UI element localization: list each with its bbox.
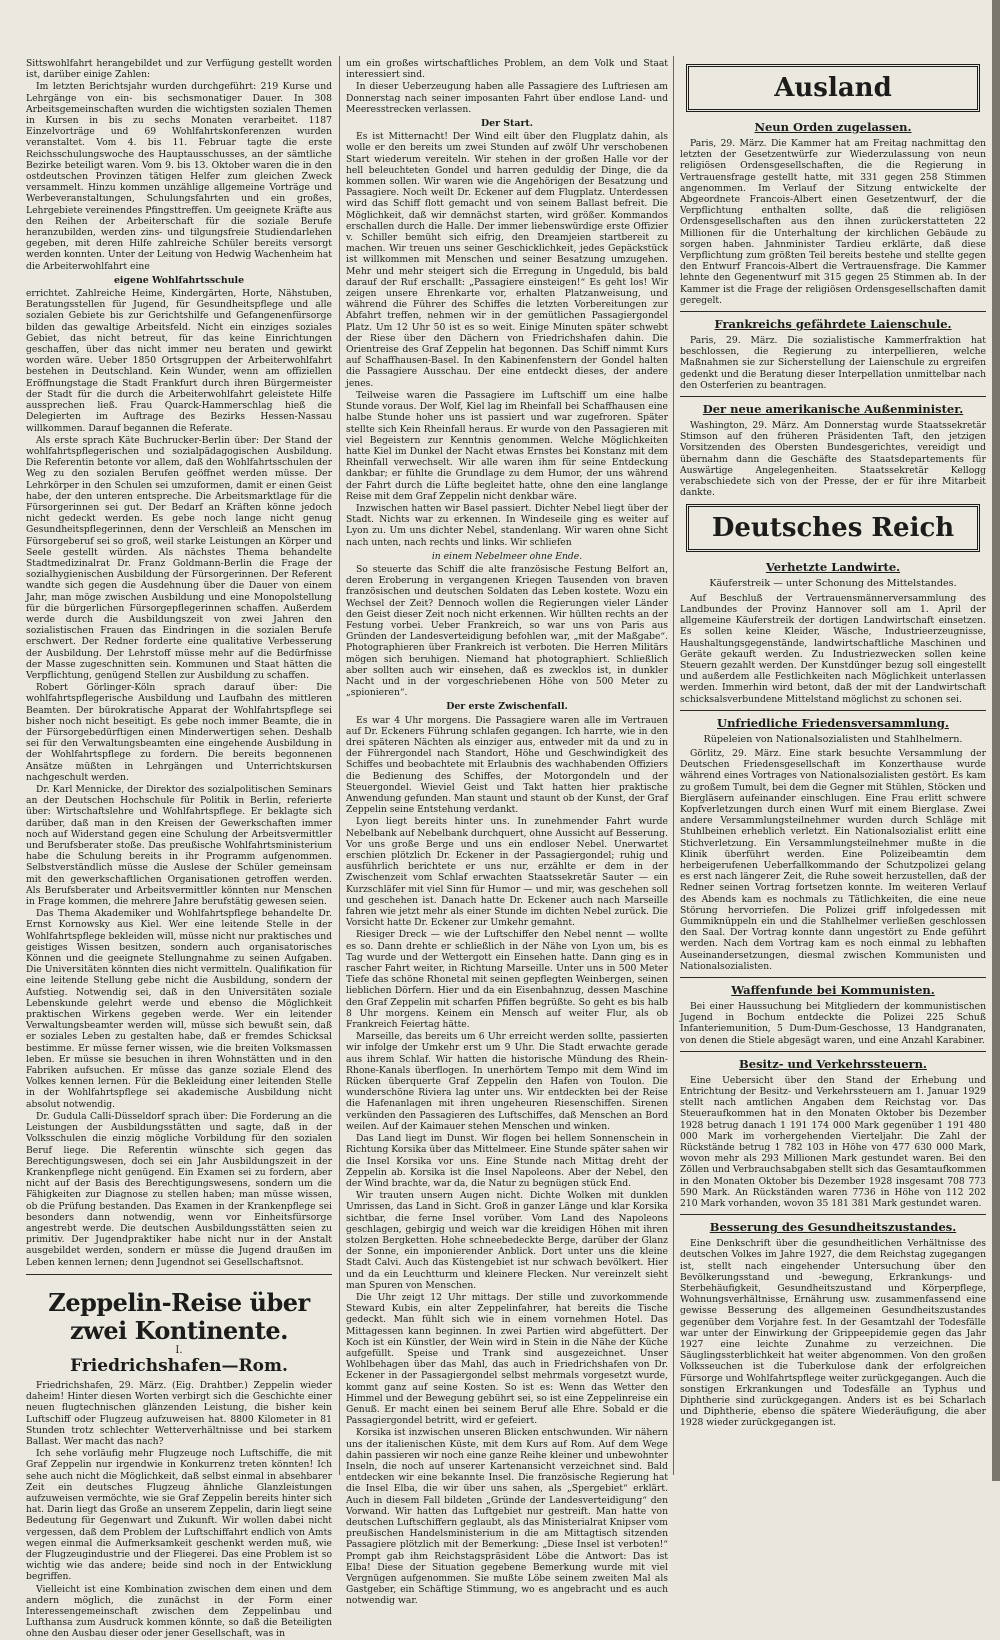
article-subtitle: Friedrichshafen—Rom. [70, 1355, 288, 1376]
paragraph: Wir trauten unsern Augen nicht. Dichte Wolken mit dunklen Umrissen, das Land in Sicht. Groß in ganzer Länge und klar Korsika sichtbar, die ferne Insel vorüber. Vom Land des Napoleons geschlagen, gebirgig und weich war die kreidigen Höhen mit ihren stolzen Bergketten. Hohe schneebedeckte Berge, darüber der Glanz der Sonne, ein imponierender Anblick. Dort unter uns die kleine Stadt Calvi. Auch das Küstengebiet ist nur schwach bevölkert. Hier und da ein Leuchtturm und kleinere Flecken. Nur vereinzelt sieht man Spuren von Menschen. [346, 1190, 668, 1291]
article-headline: Besitz- und Verkehrssteuern. [739, 1056, 927, 1071]
paragraph: Marseille, das bereits um 6 Uhr erreicht werden sollte, passierten wir infolge der Umkehr erst um 9 Uhr. Die Stadt erwachte gerade aus ihrem Schlaf. Wir hatten die historische Mündung des Rhein-Rhone-Kanals überflogen. In unerhörtem Tempo mit dem Wind im Rücken überquerte Graf Zeppelin den Hafen von Toulon. Die wunderschöne Riviera lag unter uns. Wir entdeckten bei der Reise die Hafenanlagen mit ihren ungeheuren Riesenschiffen. Sirenen verkünden den Passagieren des Luftschiffes, daß Menschen an Bord weilen. Auf der Kaimauer stehen Menschen und winken. [346, 1031, 668, 1132]
paragraph: Vielleicht ist eine Kombination zwischen dem einen und dem andern möglich, die zunächst in der Form einer Interessengemeinschaft zwischen dem Zeppelinbau und Lufthansa zum Ausdruck kommen könnte, so daß die Beteiligten ohne den Ausbau dieser oder jener Gesellschaft, was in [26, 1583, 332, 1640]
article-headline: Besserung des Gesundheitszustandes. [709, 1220, 957, 1235]
paragraph: Bei einer Haussuchung bei Mitgliedern der kommunistischen Jugend in Bochum entdeckte die Polizei 225 Schuß Infanteriemunition, 5 Dum-Dum-Geschosse, 13 Handgranaten, von denen die Stiele abgesägt waren, und eine Anzahl Karabiner. [680, 1000, 986, 1046]
paragraph: Es ist Mitternacht! Der Wind eilt über den Flugplatz dahin, als wolle er den bereits um zwei Stunden auf zwölf Uhr verschobenen Start wiederum vereiteln. Wir stehen in der großen Halle vor der hell beleuchteten Gondel und harren geduldig der Dinge, die da kommen sollen. Wir waren wie die Angehörigen der Besatzung und Passagiere. Noch weilt Dr. Eckener auf dem Flugplatz. Unterdessen wird das Schiff flott gemacht und von seinem Ballast befreit. Die Möglichkeit, daß wir demnächst starten, wird größer. Kommandos erschallen durch die Halle. Der immer liebenswürdige erste Offizier v. Schiller bemüht sich eifrig, den Dreamjeien startbereit zu machen. Wir treuen uns seiner Geschicklichkeit, jedes Gepäckstück ist willkommen mit Menschen und seiner Besatzung umzugehen. Mehr und mehr steigert sich die Erregung in Ungeduld, bis bald darauf der Ruf erschallt: „Passagiere einsteigen!“ Es geht los! Wir zeigen unsere Ehrenkarte vor, erhalten Platzanweisung, und während die Führer des Schiffes die letzten Vorbereitungen zur Abfahrt treffen, nehmen wir in der gemütlichen Passagiergondel Platz. Um 12 Uhr 50 ist es so weit. Einige Minuten später schwebt der Riese über den Dächern von Friedrichshafen dahin. Die Orientreise des Graf Zeppelin hat begonnen. Das Schiff nimmt Kurs auf Schaffhausen-Basel. In den Kabinenfenstern der Gondel halten die Passagiere Ausschau. Der eine entdeckt dieses, der andere jenes. [346, 131, 668, 389]
paragraph: Dr. Gudula Calli-Düsseldorf sprach über: Die Forderung an die Leistungen der Ausbildungsstätten und sagte, daß in der Volksschulen die einzig mögliche Vorbildung für den sozialen Beruf liege. Die Referentin wünschte sich gegen das Berechtigungswesen, doch sei ein Jahr Ausbildungszeit in der Krankenpflege nicht genügend. Ein Examen sei zu fordern, aber nicht auf der Basis des Berechtigungswesens, sondern um die Fähigkeiten zur Diagnose zu stellen haben; man müsse wissen, ob die Prüfung bestanden. Das Examen in der Krankenpflege sei besonders dann notwendig, wenn vor Einheitsfürsorge angestrebt werde. Die deutschen Ausbildungsstätten seien zu primitiv. Der Jugendpraktiker habe nicht nur in der Anstalt ausgebildet werden, sondern er müsse die Jugend draußen im Leben kennen lernen; denn Jugendnot sei Gesellschaftsnot. [26, 1110, 332, 1268]
paragraph: Das Land liegt im Dunst. Wir flogen bei hellem Sonnenschein in Richtung Korsika über das Mittelmeer. Eine Stunde später sahen wir die Insel Korsika vor uns. Eine Stunde nach Mittag dreht der Zeppelin ab. Korsika ist die Insel Napoleons. Aber der Nebel, den der Wind brachte, war da, die Natur zu begnügen stück End. [346, 1133, 668, 1189]
paragraph: errichtet. Zahlreiche Heime, Kindergärten, Horte, Nähstuben, Beratungsstellen für Jugend, für Gesundheitspflege und alle sozialen Gebiete bis zur Gerichtshilfe und Gefangenenfürsorge bilden das gewaltige Arbeitsfeld. Nicht ein einziges soziales Gebiet, das nicht betreut, für das keine Einrichtungen geschaffen, über das nicht immer neu beraten und gewirkt worden wäre. Ueber 1850 Ortsgruppen der Arbeiterwohlfahrt bestehen in Deutschland. Kein Wunder, wenn am offiziellen Eröffnungstage die Stadt Frankfurt durch ihren Bürgermeister der Stadt für die durch die Arbeiterwohlfahrt geleistete Hilfe aussprechen ließ. Frau Quarck-Hammerschlag hieß die Delegierten im Auftrage des Bezirks Hessen-Nassau willkommen. Darauf begannen die Referate. [26, 288, 332, 434]
section-heading-deutsches-reich: Deutsches Reich [686, 504, 980, 552]
article-headline: Verhetzte Landwirte. [765, 560, 901, 575]
subheading: Der Start. [480, 118, 533, 130]
paragraph: Das Thema Akademiker und Wohlfahrtspflege behandelte Dr. Ernst Kornowsky aus Kiel. Wer eine leitende Stelle in der Wohlfahrtspflege bekleiden will, müsse nicht nur praktisches und geistiges Wissen besitzen, sondern auch organisatorisches Können und die geeignete Stellungnahme zu seinen Aufgaben. Die Universitäten könnten dies nicht vermitteln. Qualifikation für eine leitende Stellung gebe nicht die Ausbildung, sondern der Aufstieg. Notwendig sei, daß in den Universitäten soziale Lebenskunde gelehrt werde und ebenso die Möglichkeit praktischen Wirkens gegeben werde. Wer ein leitender Verwaltungsbeamter werden will, müsse sich bewußt sein, daß er soziales Leben zu gestalten habe, daß er fremdes Schicksal bestimme. Er müsse ferner wissen, wie die breiten Volksmassen leben. Er müsse sie besuchen in ihren Wohnstätten und in den Fabriken aufsuchen. Er müsse das ganze soziale Elend des Volkes kennen lernen. Für die Bekleidung einer leitenden Stelle in der Wohlfahrtspflege sei akademische Ausbildung nicht absolut notwendig. [26, 908, 332, 1110]
column-left [26, 58, 332, 1640]
paragraph: Washington, 29. März. Am Donnerstag wurde Staatssekretär Stimson auf den früheren Präsidenten Taft, den jetzigen Vorsitzenden des Obersten Bundesgerichtes, vereidigt und übernahm dann die Geschäfte des Staatsdepartements für Auswärtige Angelegenheiten. Staatssekretär Kellogg verabschiedete sich von der Presse, der er für ihre Mitarbeit dankte. [680, 420, 986, 499]
paragraph: Paris, 29. März. Die sozialistische Kammerfraktion hat beschlossen, die Regierung zu interpellieren, welche Maßnahmen sie zur Sicherstellung der Laienschule zu ergreifen gedenkt und die Beratung dieser Interpellation unmittelbar nach den Osterferien zu beantragen. [680, 335, 986, 391]
article-headline: Der neue amerikanische Außenminister. [702, 402, 964, 417]
subheading: eigene Wohlfahrtsschule [113, 274, 245, 286]
paragraph: Auf Beschluß der Vertrauensmännerversammlung des Landbundes der Provinz Hannover soll am 1. April der allgemeine Käuferstreik der dortigen Landwirtschaft einsetzen. Es sollen keine Kleider, Wäsche, Industrieerzeugnisse, Haushaltungsgegenstände, landwirtschaftliche Maschinen und Geräte gekauft werden. Zu Industriezwecken sollen keine Steuern gezahlt werden. Der Kunstdünger bezug soll eingestellt und außerdem alle Festlichkeiten nach Möglichkeit unterlassen werden. Immerhin wird betont, daß der mit der Landwirtschaft schicksalsverbundene Mittelstand möglichst zu schonen sei. [680, 592, 986, 705]
paragraph: Inzwischen hatten wir Basel passiert. Dichter Nebel liegt über der Stadt. Nichts war zu erkennen. In Windeseile ging es weiter auf Lyon zu. Um uns dichter Nebel, standenlang. Wir waren ohne Sicht nach unten, nach rechts und links. Wir schliefen [346, 502, 668, 548]
paragraph: Als erste sprach Käte Buchrucker-Berlin über: Der Stand der wohlfahrtspflegerischen und sozialpädagogischen Ausbildung. Die Referentin betonte vor allem, daß den Wohlfahrtsschulen der Weg zu den sozialen Berufen geöffnet werden müsse. Der Lehrkörper in den Schulen sei umzuformen, damit er einen Geist habe, der den unteren entspreche. Die Arbeitsmarktlage für die Fürsorgerinnen sei gut. Der Bedarf an Kräften könne jedoch nicht gedeckt werden. Es gebe noch lange nicht genug Gesundheitspflegerinnen, denn der Verschleiß an Menschen im Fürsorgeberuf sei so groß, weil starke Leistungen an Körper und Seele gestellt würden. Als nächstes Thema behandelte Stadtmedizinalrat Dr. Franz Goldmann-Berlin die Frage der sozialhygienischen Ausbildung der Fürsorgerinnen. Der Referent wandte sich gegen die Ausdehnung über die Dauer von einem Jahr, man möge zwischen Ausbildung und eine Monopolstellung für die bürgerlichen Fürsorgepflegerinnen schaffen. Außerdem werde durch die Ausbildungszeit von zwei Jahren den sozialistischen Frauen das Eindringen in die sozialen Berufe erschwert. Der Redner forderte eine qualitative Verbesserung der Ausbildung. Der Lehrstoff müsse mehr auf die Bedürfnisse der Masse zugeschnitten sein. Kommunen und Staat hätten die Verpflichtung, genügend Stellen zur Ausbildung zu schaffen. [26, 434, 332, 681]
paragraph: Teilweise waren die Passagiere im Luftschiff um eine halbe Stunde voraus. Der Wolf, Kiel lag im Rheinfall bei Schaffhausen eine halbe Stunde hoher uns ist passiert und war zugefroren. Später stellte sich Kein Rheinfall heraus. Er wurde von den Passagieren mit viel Begeistern zur Kenntnis genommen. Welche Möglichkeiten hatte Kiel im Dunkel der Nacht etwas Ernstes bei Konstanz mit dem Rheinfall verwechselt. Wir alle waren ihm für seine Entdeckung dankbar; er fühlte die Grundlage zu dem Humor, der uns während der Fahrt durch die Lüfte begleitet hatte, ohne den eine langlange Reise mit dem Graf Zeppelin nicht denkbar wäre. [346, 389, 668, 502]
paragraph: Riesiger Dreck — wie der Luftschiffer den Nebel nennt — wollte es so. Dann drehte er schließlich in der Nähe von Lyon um, bis es Tag wurde und der Wettergott ein Einsehen hatte. Dann ging es in rascher Fahrt weiter, in Richtung Marseille. Unter uns in 500 Meter Tiefe das schöne Rhonetal mit seinen gepflegten Weinbergen, seinen lieblichen Dörfern. Hier und da ein Eisenbahnzug, dessen Maschine den Graf Zeppelin mit scharfen Pfiffen begrüßte. So geht es bis halb 8 Uhr morgens. Keinem ein Mensch auf weiter Flur, als ob Frankreich Feiertag hätte. [346, 929, 668, 1031]
paragraph: Dr. Karl Mennicke, der Direktor des sozialpolitischen Seminars an der Deutschen Hochschule für Politik in Berlin, referierte über: Wirtschaftslehre und Wohlfahrtspflege. Er beklagte sich darüber, daß man in den Kreisen der Gewerkschaften immer noch auf Widerstand gegen eine Schulung der Arbeitsvermittler und Berufsberater stoße. Das preußische Wohlfahrtsministerium habe die Schulung bereits in ihr Programm aufgenommen. Selbstverständlich müsse die Auslese der Schüler gemeinsam mit den gewerkschaftlichen Organisationen getroffen werden. Als Berufsberater und Arbeitsvermittler könnten nur Menschen in Frage kommen, die mehrere Jahre berufstätig gewesen seien. [26, 784, 332, 908]
article-headline: Frankreichs gefährdete Laienschule. [714, 317, 952, 332]
article-divider [680, 311, 986, 312]
paragraph: Lyon liegt bereits hinter uns. In zunehmender Fahrt wurde Nebelbank auf Nebelbank durchquert, ohne Aussicht auf Besserung. Vor uns große Berge und uns ein endloser Nebel. Unerwartet erschien plötzlich Dr. Eckener in der Passagiergondel; ruhig und ausführlich berichtete er uns nur, erzählte er dem in der Zwischenzeit vom Schlaf erwachten Staatssekretär Sauter — ein Kurzschläfer mit viel Sinn für Humor — und mir, was geschehen soll und geschehen ist. Danach hatte Dr. Eckener auch nach Marseille fahren wie jetzt mehr als einer Stunde im dichten Nebel zurück. Die Vorsicht hatte Dr. Eckener zur Umkehr gemahnt. [346, 816, 668, 929]
section-divider [26, 1274, 332, 1275]
column-rule [339, 56, 340, 1475]
section-heading-ausland: Ausland [686, 64, 980, 112]
paragraph: So steuerte das Schiff die alte französische Festung Belfort an, deren Eroberung in vergangenen Kriegen Tausenden von braven französischen und deutschen Soldaten das Leben kostete. Wozu ein Wechsel der Zeit? Dennoch wollen die Regierungen vieler Länder den Geist dieser Zeit noch nicht erkennen. Wir hüllten rechts an der Festung vorbei. Ueber Frankreich, so war uns von Paris aus Gründen der Landesverteidigung befohlen war, „mit der Maßgabe“. Photographieren über Frankreich ist verboten. Die Herren Militärs mögen sich beruhigen. Niemand hat photographiert. Schließlich aber sollten auch wir einsehen, daß es zwecklos ist, in dunkler Nacht und in der vorgeschriebenen Höhe von 500 Meter zu „spionieren“. [346, 563, 668, 699]
article-divider [680, 1214, 986, 1215]
paragraph: um ein großes wirtschaftliches Problem, an dem Volk und Staat interessiert sind. [346, 58, 668, 81]
column-rule [673, 56, 674, 1475]
article-subheadline: Käuferstreik — unter Schonung des Mittelstandes. [709, 578, 957, 590]
paragraph: Eine Uebersicht über den Stand der Erhebung und Entrichtung der Besitz- und Verkehrssteuern am 1. Januar 1929 stellt nach amtlichen Angaben dem Reichstag vor. Das Steueraufkommen hat in den Monaten Oktober bis Dezember 1928 betrug danach 1 191 174 000 Mark gegenüber 1 191 480 000 Mark im vorhergehenden Vierteljahr. Die Zahl der Rückstände betrug 1 782 103 in Höhe von 477 630 000 Mark, wovon mehr als 293 Millionen Mark gestundet waren. Bei den Zöllen und Verbrauchsabgaben stellt sich das Gesamtaufkommen in den Monaten Oktober bis Dezember 1928 insgesamt 708 773 590 Mark. An Rückständen waren 7736 in Höhe von 112 202 210 Mark vorhanden, wovon 35 181 381 Mark gestundet waren. [680, 1074, 986, 1210]
article-subheadline: Rüpeleien von Nationalsozialisten und Stahlhelmern. [703, 733, 963, 745]
paragraph: Paris, 29. März. Die Kammer hat am Freitag nachmittag den letzten der Gesetzentwürfe zur Wiederzulassung von neun religiösen Ordensgesellschaften, die die Regierung in Vertrauensfrage gestellt hatte, mit 331 gegen 258 Stimmen angenommen. Im Verlauf der Sitzung entwickelte der Abgeordnete Francois-Albert einen Gesetzentwurf, der die Verpflichtung enthalten sollte, daß die religiösen Ordensgesellschaften aus den ihnen zurückerstatteten 22 Millionen für die Unterhaltung der kirchlichen Gebäude zu sorgen haben. Jahnminister Tardieu erklärte, daß diese Verpflichtung zum größten Teil bereits bestehe und stellte gegen den Entwurf Francois-Albert die Vertrauensfrage. Die Kammer lehnte den Gegenentwurf mit 315 gegen 25 Stimmen ab. In der Kammer ist die Frage der religiösen Ordensgesellschaften damit geregelt. [680, 138, 986, 306]
paragraph: Eine Denkschrift über die gesundheitlichen Verhältnisse des deutschen Volkes im Jahre 1927, die dem Reichstag zugegangen ist, stellt nach eingehender Untersuchung über den Bevölkerungsstand und -bewegung, Erkrankungs- und Sterbehäufigkeit, Gesundheitszustand und Körperpflege, Wohnungsverhältnisse, Ernährung usw. zusammenfassend eine gewisse Besserung des allgemeinen Gesundheitszustandes gegenüber dem Vorjahre fest. In der Gesamtzahl der Todesfälle war unter der Einwirkung der Grippeepidemie gegen das Jahr 1927 eine leichte Zunahme zu verzeichnen. Die Säuglingssterblichkeit hat weiter abgenommen. Von den großen Volksseuchen ist die Tuberkulose dank der erfolgreichen Fürsorge und Wohlfahrtspflege weiter zurückgegangen. Auch die sonstigen Erkrankungen und Todesfälle an Typhus und Diphtherie sind zurückgegangen. Anders ist es bei Scharlach und Diphtherie, ebenso die spätere Wiederäufigung, die aber 1928 wieder zurückgegangen ist. [680, 1238, 986, 1429]
article-divider [680, 396, 986, 397]
paragraph: Korsika ist inzwischen unseren Blicken entschwunden. Wir nähern uns der italienischen Küste, mit dem Kurs auf Rom. Auf dem Wege dahin passieren wir noch eine ganze Reihe kleiner und unbewohnter Inseln, die noch auf unserer Kartenansicht verzeichnet sind. Bald entdecken wir eine bekannte Insel. Die französische Regierung hat die Insel Elba, die wir über uns sahen, als „Spergebiet“ erklärt. Auch in diesem Fall bildeten „Gründe der Landesverteidigung“ den Vorwand. Wir hatten das Luftgebiet nur gestreift. Man hatte von deutschen Luftschiffern geglaubt, als das Ministerialrat Knipser vom preußischen Handelsministerium in die am Mittagtisch sitzenden Passagiere plötzlich mit der Bemerkung: „Diese Insel ist verboten!“ Prompt gab ihm Reichstagspräsident Löbe die Antwort: Das ist Elba! Diese der Situation gegebene Bemerkung wurde mit viel Vergnügen aufgenommen. Sie mußte Löbe seinem zweiten Mal als Gastgeber, ein Schäftige Stimmung, wo es angebracht und es auch notwendig war. [346, 1427, 668, 1607]
paragraph: Im letzten Berichtsjahr wurden durchgeführt: 219 Kurse und Lehrgänge von ein- bis sechsmonatiger Dauer. In 308 Arbeitsgemeinschaften wurden die wichtigsten sozialen Themen in Kursen in bis zu sechs Monaten verarbeitet. 1187 Einzelvorträge und 69 Wohlfahrtskonferenzen wurden veranstaltet. Vom 4. bis 11. Februar tagte die erste Reichsschulungswoche des Hauptausschusses, an der sämtliche Bezirke beteiligt waren. Vom 9. bis 13. Oktober waren die in den ostdeutschen Provinzen tätigen Helfer zum gleichen Zweck versammelt. Hinzu kommen unzählige allgemeine Vorträge und Werbeveranstaltungen, Schulungsfahrten und ein großes, Lehrgebiete vereinendes Pfingsttreffen. Um geeignete Kräfte aus den Reihen der Arbeiterschaft für die soziale Berufe heranzubilden, werden zins- und tilgungsfreie Studiendarlehen gegeben, mit deren Hilfe zahlreiche Schüler bereits versorgt werden konnten. Unter der Leitung von Hedwig Wachenheim hat die Arbeiterwohlfahrt eine [26, 81, 332, 272]
subheading: in einem Nebelmeer ohne Ende. [431, 550, 583, 562]
article-headline: Unfriedliche Friedensversammlung. [717, 715, 949, 730]
paragraph: Die Uhr zeigt 12 Uhr mittags. Der stille und zuvorkommende Steward Kubis, ein alter Zeppelinfahrer, hat bereits die Tische gedeckt. Man fühlt sich wie in einem vornehmen Hotel. Das Mittagessen kann beginnen. In zwei Partien wird abgefüttert. Der Koch ist ein Künstler, der Wein wird in Stein in die Nähe der Küche aufgefüllt. Speise und Trank sind ausgezeichnet. Unser Wohlbehagen über das Mahl, das auch in Friedrichshafen von Dr. Eckener in der Passagiergondel selbst mehrmals vorgesetzt wurde, kommt ganz auf seine Kosten. So ist es: Wenn das Wetter den Himmel und der Bewegung gebührt sei, so ist eine Zeppelinreise ein Genuß. Er macht einen bei seinem Beruf alle Ehre. Sobald er die Passagiergondel betritt, wird er gefeiert. [346, 1291, 668, 1427]
article-divider [680, 977, 986, 978]
paragraph: Sittswohlfahrt herangebildet und zur Verfügung gestellt worden ist, darüber einige Zahlen: [26, 58, 332, 81]
paragraph: Ich sehe vorläufig mehr Flugzeuge noch Luftschiffe, die mit Graf Zeppelin nur irgendwie in Konkurrenz treten könnten! Ich sehe auch nicht die Möglichkeit, daß selbst einmal in absehbarer Zeit ein deutsches Flugzeug ähnliche Glanzleistungen aufzuweisen vermöchte, wie sie Graf Zeppelin bereits hinter sich hat. Darin liegt das Große an unserem Zeppelin, darin liegt seine Bedeutung für Gegenwart und Zukunft. Wir wollen dabei nicht vergessen, daß dem Problem der Luftschiffahrt endlich von Amts wegen einmal die Aufmerksamkeit geschenkt werden muß, wie der Flugzeugindustrie und der Fliegerei. Das eine Problem ist so wichtig wie das andere; beide sind noch in der Entwicklung begriffen. [26, 1448, 332, 1583]
paragraph: In dieser Ueberzeugung haben alle Passagiere des Luftriesen am Donnerstag nach seiner imposanten Fahrt über endlose Land- und Meeresstrecken verlassen. [346, 81, 668, 115]
paragraph: Robert Görlinger-Köln sprach darauf über: Die wohlfahrtspflegerische Ausbildung und Laufbahn des mittleren Beamten. Der bürokratische Apparat der Wohlfahrtspflege sei bisher noch nicht beseitigt. Es gebe noch immer Beamte, die in der Fürsorgebedürftigen einen Minderwertigen sehen. Deshalb sei für den Verwaltungsbeamten eine eingehende Ausbildung in der Wohlfahrtspflege zu fordern. Die bereits begonnenen Ansätze müßten in Lehrgängen und Unterrichtskursen nachgeschult werden. [26, 682, 332, 783]
paragraph: Es war 4 Uhr morgens. Die Passagiere waren alle im Vertrauen auf Dr. Eckeners Führung schlafen gegangen. Ich harrte, wie in den drei späteren Nächten als einziger aus, entweder mit da und zu in der Führergondel nach Standort, Höhe und Geschwindigkeit des Schiffes und beobachtete mit Erlaubnis des wachhabenden Offiziers die Bedienung des Schiffes, der Motorgondeln und der Steuergondel. Wieviel Geist und Takt hatten hier praktische Anwendung gefunden. Man staunt und staunt ob der Kunst, der Graf Zeppelin seine Entstehung verdankt. [346, 714, 668, 816]
paragraph: Friedrichshafen, 29. März. (Eig. Drahtber.) Zeppelin wieder daheim! Hinter diesen Worten verbirgt sich die Geschichte einer neuen flugtechnischen glänzenden Leistung, die bisher kein Luftschiff oder Flugzeug aufzuweisen hat. 8800 Kilometer in 81 Stunden trotz schlechter Wetterverhältnisse und bei starkem Ballast. Wer macht das nach? [26, 1379, 332, 1447]
article-headline: Neun Orden zugelassen. [754, 120, 912, 134]
column-middle [346, 58, 668, 1607]
article-part-number: I. [175, 1344, 183, 1356]
column-right [680, 58, 986, 1470]
article-divider [680, 710, 986, 711]
page-edge-shadow [992, 0, 1000, 1481]
article-title: Zeppelin-Reise über zwei Kontinente. [48, 1287, 310, 1345]
paragraph: Görlitz, 29. März. Eine stark besuchte Versammlung der Deutschen Friedensgesellschaft im Konzerthause wurde während eines Vortrages von Nationalsozialisten gestört. Es kam zu großem Tumult, bei dem die Gegner mit Stühlen, Stöcken und Biergläsern aufeinander einschlugen. Eine Frau erlitt schwere Kopfverletzungen durch einen Wurf mit einem Bierglase. Zwei andere Versammlungsteilnehmer wurden durch Schläge mit Stuhlbeinen erheblich verletzt. Ein Nationalsozialist erlitt eine Stichverletzung. Ein Versammlungsteilnehmer mußte in die Klinik überführt werden. Eine Polizeibeamtin dem herbeigerufenen Ueberfallkommando der Schutzpolizei gelang es erst nach längerer Zeit, die Ruhe soweit herzustellen, daß der Redner seinen Vortrag fortsetzen konnte. Im weiteren Verlauf des Abends kam es nochmals zu Tätlichkeiten, die eine neue Störung hervorriefen. Die Polizei griff infolgedessen mit Gummiknüppeln ein und die Stahlhelmer verließen geschlossen den Saal. Der Vortrag konnte dann ungestört zu Ende geführt werden. Nach dem Vortrag kam es noch einmal zu lebhaften Auseinandersetzungen, diesmal zwischen Kommunisten und Nationalsozialisten. [680, 747, 986, 972]
subheading: Der erste Zwischenfall. [446, 701, 568, 713]
article-divider [680, 1051, 986, 1052]
article-headline: Waffenfunde bei Kommunisten. [731, 982, 935, 997]
